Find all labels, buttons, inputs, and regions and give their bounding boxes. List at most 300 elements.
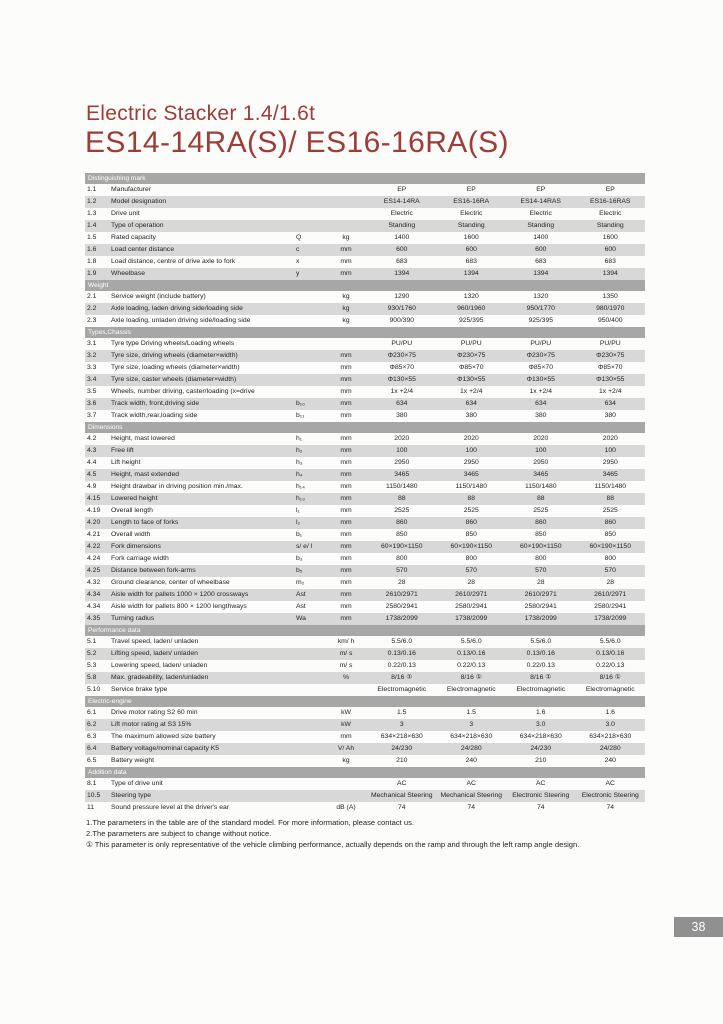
row-unit: m/ s — [339, 650, 353, 657]
row-description: Aisle width for pallets 1000 × 1200 crossways — [111, 591, 249, 598]
row-description: Tyre type Driving wheels/Loading wheels — [111, 340, 235, 347]
row-value: 3465 — [533, 471, 549, 478]
row-value: 2020 — [602, 435, 618, 442]
table-row — [85, 268, 645, 280]
row-number: 10.5 — [87, 792, 101, 799]
row-value: 980/1970 — [596, 305, 625, 312]
row-number: 4.25 — [87, 567, 101, 574]
row-unit: mm — [340, 258, 352, 265]
section-header: Addition data — [85, 767, 645, 778]
row-value: 1150/1480 — [455, 483, 488, 490]
row-description: Axle loading, unladen driving side/loading side — [111, 317, 251, 324]
table-row — [85, 577, 645, 589]
row-value: 634×218×630 — [589, 733, 632, 740]
row-unit: mm — [340, 531, 352, 538]
row-description: Drive motor rating S2 60 min — [111, 709, 198, 716]
row-value: 3 — [399, 721, 404, 728]
row-value: 28 — [467, 579, 476, 586]
row-number: 1.8 — [87, 258, 97, 265]
row-value: 960/1960 — [457, 305, 486, 312]
row-description: Type of operation — [111, 222, 164, 229]
row-symbol: l₁ — [296, 507, 300, 514]
row-value: 570 — [465, 567, 477, 574]
row-value: 3465 — [463, 471, 479, 478]
row-number: 4.2 — [87, 435, 97, 442]
table-row — [85, 731, 645, 743]
table-row — [85, 719, 645, 731]
row-number: 5.8 — [87, 674, 97, 681]
table-row — [85, 338, 645, 350]
footnote: ① This parameter is only representative of the vehicle climbing performance, actually depends on the ramp and through the left ramp angle design. — [86, 840, 580, 849]
table-row — [85, 386, 645, 398]
table-row — [85, 660, 645, 672]
table-row — [85, 232, 645, 244]
row-value: PU/PU — [460, 340, 482, 347]
row-symbol: b₃ — [296, 555, 303, 562]
table-row — [85, 362, 645, 374]
row-value: 1320 — [463, 293, 479, 300]
row-value: 634 — [396, 400, 408, 407]
row-value: 3.0 — [536, 721, 546, 728]
row-description: Track width, front,driving side — [111, 400, 200, 407]
row-value: 2580/2941 — [455, 603, 488, 610]
row-value: 1x +2/4 — [529, 388, 552, 395]
row-number: 3.6 — [87, 400, 97, 407]
row-symbol: h₁₄ — [296, 483, 305, 490]
row-symbol: h₄ — [296, 471, 303, 478]
row-value: Φ130×55 — [387, 376, 416, 383]
row-value: 634×218×630 — [450, 733, 493, 740]
row-value: 0.22/0.13 — [387, 662, 416, 669]
row-description: Service brake type — [111, 686, 168, 693]
row-value: AC — [536, 780, 546, 787]
row-unit: km/ h — [337, 638, 355, 645]
row-description: Free lift — [111, 447, 134, 454]
row-number: 2.1 — [87, 293, 97, 300]
row-value: 60×190×1150 — [381, 543, 423, 550]
table-row — [85, 601, 645, 613]
row-value: 28 — [606, 579, 615, 586]
row-number: 5.10 — [87, 686, 101, 693]
row-symbol: c — [296, 246, 300, 253]
row-symbol — [287, 719, 325, 731]
row-unit: mm — [340, 495, 352, 502]
row-number: 3.4 — [87, 376, 97, 383]
row-description: Axle loading, laden driving side/loading side — [111, 305, 243, 312]
row-unit: kW — [341, 721, 351, 728]
row-value: 88 — [467, 495, 476, 502]
table-row — [85, 184, 645, 196]
row-symbol — [287, 374, 325, 386]
row-value: 634×218×630 — [519, 733, 562, 740]
row-symbol: h₃ — [296, 459, 303, 466]
row-unit: mm — [340, 579, 352, 586]
row-value: Φ230×75 — [526, 352, 555, 359]
row-symbol — [287, 291, 325, 303]
row-symbol — [287, 755, 325, 767]
row-number: 4.35 — [87, 615, 101, 622]
row-value: 8/16 ① — [391, 674, 413, 681]
row-number: 1.6 — [87, 246, 97, 253]
row-symbol — [287, 790, 325, 802]
row-description: Steering type — [111, 792, 152, 799]
row-value: EP — [536, 186, 546, 193]
row-value: 2610/2971 — [385, 591, 418, 598]
row-number: 4.24 — [87, 555, 101, 562]
row-value: 24/230 — [391, 745, 413, 752]
row-value: 2020 — [463, 435, 479, 442]
row-value: Standing — [388, 222, 416, 229]
row-value: 850 — [604, 531, 616, 538]
row-value: 925/395 — [458, 317, 484, 324]
row-value: 600 — [535, 246, 547, 253]
row-value: 683 — [465, 258, 477, 265]
row-value: ES14-14RAS — [520, 198, 561, 205]
row-number: 3.7 — [87, 412, 97, 419]
row-value: 2525 — [394, 507, 410, 514]
row-description: Lowered height — [111, 495, 158, 502]
row-unit: mm — [340, 591, 352, 598]
row-description: Battery voltage/nominal capacity K5 — [111, 745, 220, 752]
row-value: 210 — [396, 757, 408, 764]
row-unit — [325, 338, 367, 350]
row-value: Electric — [529, 210, 552, 217]
row-description: Wheelbase — [111, 270, 146, 277]
row-description: Overall length — [111, 507, 153, 514]
row-unit: kg — [342, 317, 350, 324]
row-value: 1394 — [533, 270, 549, 277]
row-value: Electronic Steering — [581, 792, 639, 799]
row-unit — [325, 778, 367, 790]
row-value: 1.5 — [397, 709, 407, 716]
row-number: 1.4 — [87, 222, 97, 229]
row-value: 0.22/0.13 — [596, 662, 625, 669]
row-value: 28 — [536, 579, 545, 586]
row-symbol: b₅ — [296, 567, 303, 574]
row-symbol: Ast — [296, 591, 306, 598]
row-symbol — [287, 208, 325, 220]
row-symbol: h₂ — [296, 447, 303, 454]
row-value: 100 — [465, 447, 477, 454]
row-description: Lifting speed, laden/ unladen — [111, 650, 198, 657]
table-row — [85, 755, 645, 767]
row-unit: mm — [340, 352, 352, 359]
row-value: 860 — [396, 519, 408, 526]
table-row — [85, 256, 645, 268]
row-value: Mechanical Steering — [370, 792, 433, 799]
row-number: 6.3 — [87, 733, 97, 740]
row-number: 4.22 — [87, 543, 101, 550]
row-value: 1738/2099 — [594, 615, 627, 622]
row-value: 240 — [465, 757, 477, 764]
row-unit: mm — [340, 447, 352, 454]
section-header: Weight — [85, 280, 645, 291]
row-unit: mm — [340, 483, 352, 490]
row-value: 634×218×630 — [380, 733, 423, 740]
table-row — [85, 220, 645, 232]
row-value: 74 — [397, 804, 406, 811]
row-number: 3.5 — [87, 388, 97, 395]
row-unit — [325, 684, 367, 696]
row-description: Height drawbar in driving position min./max. — [111, 483, 243, 490]
row-value: 24/280 — [460, 745, 482, 752]
row-value: 860 — [604, 519, 616, 526]
row-symbol — [287, 196, 325, 208]
row-symbol: b₁₁ — [296, 412, 305, 419]
row-description: Tyre size, loading wheels (diameter×width) — [111, 364, 240, 371]
row-number: 4.4 — [87, 459, 97, 466]
row-symbol — [287, 350, 325, 362]
row-value: 3 — [469, 721, 474, 728]
row-value: Φ230×75 — [387, 352, 416, 359]
row-number: 1.5 — [87, 234, 97, 241]
row-value: 8/16 ① — [599, 674, 621, 681]
row-value: 5.5/6.0 — [391, 638, 413, 645]
table-row — [85, 565, 645, 577]
row-value: 860 — [535, 519, 547, 526]
row-description: Model designation — [111, 198, 167, 205]
row-number: 5.3 — [87, 662, 97, 669]
row-symbol: b₁ — [296, 531, 303, 538]
row-symbol: b₁₀ — [296, 400, 305, 407]
row-value: Φ130×55 — [526, 376, 555, 383]
row-value: 24/280 — [599, 745, 621, 752]
row-value: 100 — [396, 447, 408, 454]
row-description: Travel speed, laden/ unladen — [111, 638, 199, 645]
row-value: 2525 — [463, 507, 479, 514]
row-description: Load distance, centre of drive axle to fork — [111, 258, 236, 265]
row-number: 1.2 — [87, 198, 97, 205]
row-number: 3.1 — [87, 340, 97, 347]
row-value: 2610/2971 — [594, 591, 627, 598]
row-value: PU/PU — [391, 340, 413, 347]
row-description: Drive unit — [111, 210, 140, 217]
row-value: 380 — [535, 412, 547, 419]
row-value: ES14-14RA — [383, 198, 420, 205]
row-value: Electromagnetic — [446, 686, 496, 693]
row-value: PU/PU — [530, 340, 552, 347]
row-value: 1x +2/4 — [599, 388, 622, 395]
row-value: 2580/2941 — [385, 603, 418, 610]
row-value: Φ85×70 — [528, 364, 553, 371]
section-header: Electric-engine — [85, 696, 645, 707]
row-unit: mm — [340, 507, 352, 514]
row-value: 1290 — [394, 293, 410, 300]
row-value: EP — [605, 186, 615, 193]
row-symbol — [287, 660, 325, 672]
page-title: Electric Stacker 1.4/1.6t — [86, 102, 316, 125]
row-value: 800 — [396, 555, 408, 562]
row-value: 1150/1480 — [385, 483, 418, 490]
row-value: 5.5/6.0 — [530, 638, 552, 645]
row-value: 0.13/0.16 — [526, 650, 555, 657]
row-value: 1738/2099 — [455, 615, 488, 622]
row-value: 2020 — [394, 435, 410, 442]
row-value: 570 — [535, 567, 547, 574]
row-value: 1.6 — [605, 709, 615, 716]
row-symbol — [287, 303, 325, 315]
row-unit: kW — [341, 709, 351, 716]
row-value: 60×190×1150 — [450, 543, 492, 550]
row-unit: m/ s — [339, 662, 353, 669]
table-row — [85, 398, 645, 410]
row-description: Height, mast extended — [111, 471, 180, 478]
row-value: Mechanical Steering — [440, 792, 503, 799]
row-symbol: h₁₃ — [296, 495, 305, 502]
table-row — [85, 208, 645, 220]
row-value: 8/16 ① — [460, 674, 482, 681]
row-value: Electric — [460, 210, 483, 217]
row-value: 1738/2099 — [385, 615, 418, 622]
row-description: Aisle width for pallets 800 × 1200 lengthways — [111, 603, 247, 610]
row-value: 0.22/0.13 — [526, 662, 555, 669]
row-value: 1x +2/4 — [390, 388, 413, 395]
section-header: Performance data — [85, 625, 645, 636]
row-unit: mm — [340, 471, 352, 478]
row-value: 1x +2/4 — [460, 388, 483, 395]
row-value: 570 — [604, 567, 616, 574]
row-unit: mm — [340, 615, 352, 622]
table-row — [85, 457, 645, 469]
row-description: Fork dimensions — [111, 543, 161, 550]
row-number: 1.9 — [87, 270, 97, 277]
row-value: Φ230×75 — [596, 352, 625, 359]
model-subtitle: ES14-14RA(S)/ ES16-16RA(S) — [85, 126, 509, 159]
footnotes — [86, 817, 646, 850]
row-value: 74 — [536, 804, 545, 811]
row-value: 600 — [465, 246, 477, 253]
row-unit: mm — [340, 376, 352, 383]
row-unit: mm — [340, 246, 352, 253]
row-value: 2580/2941 — [524, 603, 557, 610]
row-value: 5.5/6.0 — [599, 638, 621, 645]
row-value: Φ230×75 — [457, 352, 486, 359]
table-row — [85, 517, 645, 529]
row-value: EP — [466, 186, 476, 193]
row-value: 850 — [396, 531, 408, 538]
row-value: 2525 — [602, 507, 618, 514]
table-row — [85, 743, 645, 755]
row-number: 5.2 — [87, 650, 97, 657]
row-value: ES16-16RA — [453, 198, 490, 205]
row-description: Fork carriage width — [111, 555, 169, 562]
table-row — [85, 374, 645, 386]
table-row — [85, 244, 645, 256]
row-value: AC — [397, 780, 407, 787]
row-value: 0.13/0.16 — [457, 650, 486, 657]
row-value: 900/390 — [389, 317, 415, 324]
page-number: 38 — [674, 917, 723, 937]
row-unit: dB (A) — [336, 804, 356, 811]
table-row — [85, 291, 645, 303]
row-value: 0.13/0.16 — [387, 650, 416, 657]
row-value: 8/16 ① — [530, 674, 552, 681]
row-value: 950/1770 — [526, 305, 555, 312]
row-symbol — [287, 315, 325, 327]
row-value: 800 — [465, 555, 477, 562]
row-description: Length to face of forks — [111, 519, 179, 526]
row-description: Lowering speed, laden/ unladen — [111, 662, 208, 669]
row-description: Max. gradeability, laden/unladen — [111, 674, 209, 681]
row-symbol — [287, 184, 325, 196]
row-value: Electromagnetic — [377, 686, 427, 693]
row-value: Standing — [527, 222, 555, 229]
row-unit: mm — [340, 603, 352, 610]
table-row — [85, 493, 645, 505]
row-value: 2580/2941 — [594, 603, 627, 610]
row-symbol — [287, 731, 325, 743]
table-row — [85, 790, 645, 802]
row-unit: mm — [340, 270, 352, 277]
table-row — [85, 315, 645, 327]
row-value: 24/230 — [530, 745, 552, 752]
row-value: 1400 — [533, 234, 549, 241]
row-value: 2525 — [533, 507, 549, 514]
row-value: 3.0 — [605, 721, 615, 728]
table-row — [85, 541, 645, 553]
row-value: 1738/2099 — [524, 615, 557, 622]
row-value: 2950 — [533, 459, 549, 466]
row-symbol — [287, 220, 325, 232]
row-value: 2950 — [394, 459, 410, 466]
table-row — [85, 303, 645, 315]
table-row — [85, 469, 645, 481]
row-description: Turning radius — [111, 615, 155, 622]
row-value: Φ85×70 — [389, 364, 414, 371]
row-number: 4.9 — [87, 483, 97, 490]
row-symbol: l₂ — [296, 519, 301, 526]
row-value: 1394 — [463, 270, 479, 277]
row-unit — [325, 196, 367, 208]
row-description: Manufacturer — [111, 186, 152, 193]
row-symbol: Ast — [296, 603, 306, 610]
row-unit: kg — [342, 757, 350, 764]
row-description: Distance between fork-arms — [111, 567, 196, 574]
row-value: 634 — [535, 400, 547, 407]
row-value: 240 — [604, 757, 616, 764]
row-description: Lift height — [111, 459, 141, 466]
row-value: 0.22/0.13 — [457, 662, 486, 669]
row-value: 683 — [604, 258, 616, 265]
row-value: 683 — [396, 258, 408, 265]
row-unit: mm — [340, 543, 352, 550]
row-value: 3465 — [394, 471, 410, 478]
row-value: Φ130×55 — [596, 376, 625, 383]
row-unit: V/ Ah — [337, 745, 355, 752]
row-value: 570 — [396, 567, 408, 574]
row-unit — [325, 790, 367, 802]
row-value: 2950 — [602, 459, 618, 466]
row-value: 1394 — [394, 270, 410, 277]
row-value: Standing — [596, 222, 624, 229]
row-value: Electromagnetic — [585, 686, 635, 693]
row-value: 0.13/0.16 — [596, 650, 625, 657]
row-number: 6.4 — [87, 745, 97, 752]
row-description: Tyre size, caster wheels (diameter×width) — [111, 376, 237, 383]
row-value: 950/400 — [597, 317, 623, 324]
row-value: 1.6 — [536, 709, 546, 716]
row-unit: mm — [340, 555, 352, 562]
row-description: Lift motor rating at S3 15% — [111, 721, 192, 728]
row-value: 860 — [465, 519, 477, 526]
row-number: 3.3 — [87, 364, 97, 371]
table-row — [85, 778, 645, 790]
row-value: 2610/2971 — [455, 591, 488, 598]
row-number: 4.3 — [87, 447, 97, 454]
row-value: 380 — [465, 412, 477, 419]
table-row — [85, 636, 645, 648]
row-value: 2610/2971 — [524, 591, 557, 598]
